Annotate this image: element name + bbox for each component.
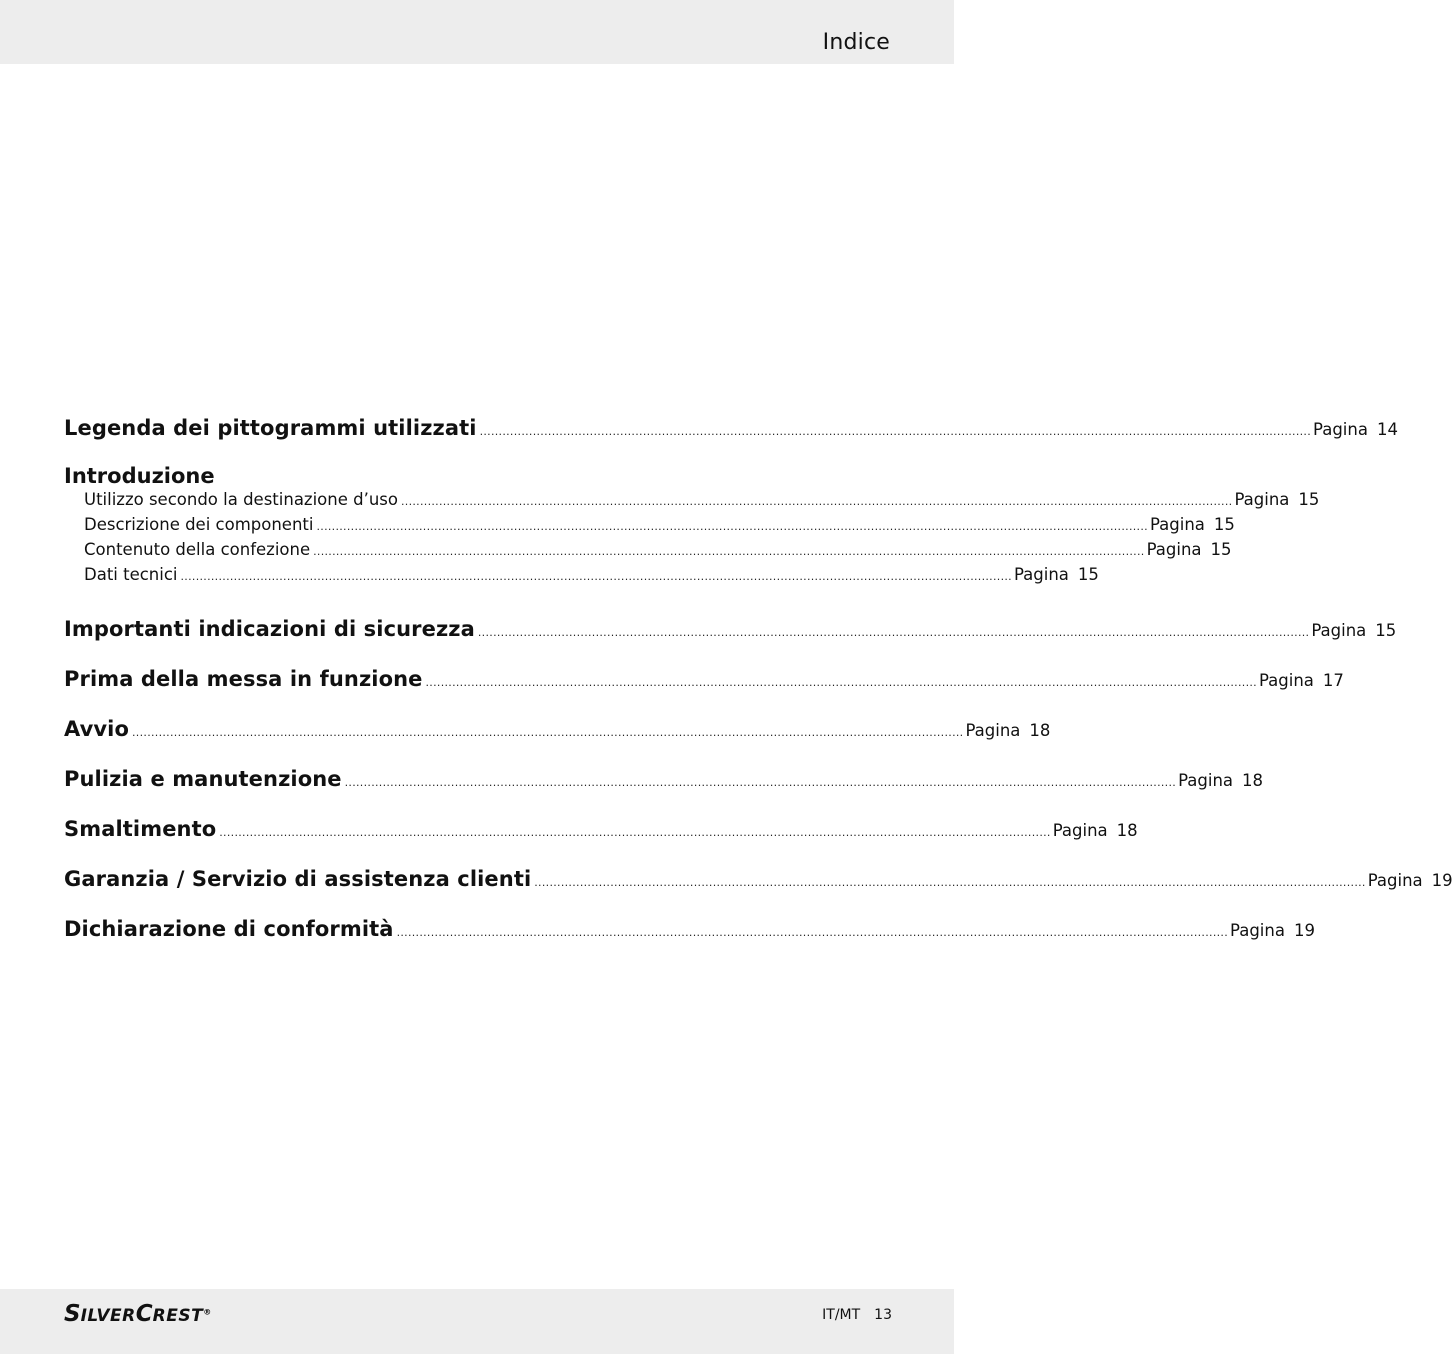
toc-entry[interactable] xyxy=(64,715,1051,765)
toc-leader-dots: ........................................................................................................................................................................................................................... xyxy=(313,545,1145,558)
toc-entry[interactable] xyxy=(64,414,1398,464)
registered-mark: ® xyxy=(203,1307,212,1317)
toc-page-ref xyxy=(1259,671,1344,690)
toc-leader-dots: ........................................................................................................................................................................................................................... xyxy=(344,776,1177,789)
toc-entry[interactable] xyxy=(64,765,1264,815)
toc-page-ref xyxy=(965,721,1050,740)
toc-page-ref xyxy=(1178,771,1263,790)
toc-page-ref xyxy=(1313,420,1398,439)
page-number: 18 xyxy=(1029,721,1051,740)
page-number: 18 xyxy=(1242,771,1264,790)
toc-page-ref xyxy=(1311,621,1396,640)
toc-entry-label: Dichiarazione di conformità xyxy=(64,917,394,941)
page-word: Pagina xyxy=(1013,565,1069,584)
toc-page-ref xyxy=(1368,871,1453,890)
page-word: Pagina xyxy=(965,721,1021,740)
toc-leader-dots: ........................................................................................................................................................................................................................... xyxy=(219,826,1051,839)
toc-entry-label: Prima della messa in funzione xyxy=(64,667,423,691)
page-word: Pagina xyxy=(1367,871,1423,890)
toc-entry-label: Pulizia e manutenzione xyxy=(64,767,342,791)
toc-sub-entry[interactable] xyxy=(64,565,1099,590)
toc-entry-label: Legenda dei pittogrammi utilizzati xyxy=(64,416,477,440)
toc-leader-dots: ........................................................................................................................................................................................................................... xyxy=(534,876,1366,889)
toc-sub-entry-label: Descrizione dei componenti xyxy=(84,515,314,534)
toc-leader-dots: ........................................................................................................................................................................................................................... xyxy=(396,926,1229,939)
logo-letter: C xyxy=(135,1301,153,1327)
toc-entry-label: Garanzia / Servizio di assistenza clienti xyxy=(64,867,532,891)
page-number: 18 xyxy=(1116,821,1138,840)
toc-page-ref xyxy=(1150,515,1235,534)
toc-sub-entry-label: Utilizzo secondo la destinazione d’uso xyxy=(84,490,398,509)
brand-logo xyxy=(64,1301,211,1327)
page-number: 19 xyxy=(1293,921,1315,940)
toc-page-ref xyxy=(1147,540,1232,559)
page-word: Pagina xyxy=(1146,540,1202,559)
table-of-contents xyxy=(64,414,1453,965)
page-word: Pagina xyxy=(1311,621,1367,640)
page-number: 15 xyxy=(1375,621,1397,640)
toc-leader-dots: ........................................................................................................................................................................................................................... xyxy=(425,676,1257,689)
toc-entry[interactable] xyxy=(64,615,1397,665)
page-number: 15 xyxy=(1077,565,1099,584)
toc-page-ref xyxy=(1234,490,1319,509)
toc-leader-dots: ........................................................................................................................................................................................................................... xyxy=(316,520,1148,533)
page-word: Pagina xyxy=(1313,420,1368,439)
page-word: Pagina xyxy=(1230,921,1285,940)
page-number: 15 xyxy=(1298,490,1320,509)
footer-page-number: 13 xyxy=(874,1307,892,1323)
page-title: Indice xyxy=(822,30,890,55)
page-word: Pagina xyxy=(1052,821,1108,840)
toc-sub-entries xyxy=(64,490,1320,590)
toc-entry[interactable] xyxy=(64,815,1138,865)
page-word: Pagina xyxy=(1258,671,1314,690)
page-number: 17 xyxy=(1322,671,1344,690)
logo-letters: ILVER xyxy=(80,1306,136,1326)
toc-sub-entry[interactable] xyxy=(64,540,1232,565)
toc-sub-entry-label: Contenuto della confezione xyxy=(84,540,311,559)
page-word: Pagina xyxy=(1178,771,1234,790)
toc-entry[interactable] xyxy=(64,865,1453,915)
toc-page-ref xyxy=(1053,821,1138,840)
toc-section-heading xyxy=(64,464,890,490)
toc-entry-label: Smaltimento xyxy=(64,817,217,841)
toc-sub-entry[interactable] xyxy=(64,515,1235,540)
page-word: Pagina xyxy=(1149,515,1205,534)
toc-sub-entry-label: Dati tecnici xyxy=(84,565,178,584)
page-number: 15 xyxy=(1213,515,1235,534)
toc-page-ref xyxy=(1230,921,1315,940)
toc-entry[interactable] xyxy=(64,665,1344,715)
toc-entry-label: Avvio xyxy=(64,717,130,741)
toc-leader-dots: ........................................................................................................................................................................................................................... xyxy=(479,425,1312,438)
locale-code: IT/MT xyxy=(822,1307,861,1323)
footer-page-info xyxy=(822,1307,892,1323)
toc-leader-dots: ........................................................................................................................................................................................................................... xyxy=(180,570,1012,583)
toc-entry[interactable] xyxy=(64,915,1315,965)
page-word: Pagina xyxy=(1234,490,1290,509)
page-number: 19 xyxy=(1431,871,1453,890)
toc-leader-dots: ........................................................................................................................................................................................................................... xyxy=(132,726,964,739)
toc-leader-dots: ........................................................................................................................................................................................................................... xyxy=(401,495,1233,508)
logo-letters: REST xyxy=(152,1306,204,1326)
toc-leader-dots: ........................................................................................................................................................................................................................... xyxy=(477,626,1310,639)
toc-entry-label: Introduzione xyxy=(64,464,215,488)
toc-sub-entry[interactable] xyxy=(64,490,1320,515)
page-header xyxy=(0,0,954,64)
toc-page-ref xyxy=(1014,565,1099,584)
toc-entry-label: Importanti indicazioni di sicurezza xyxy=(64,617,475,641)
page-number: 14 xyxy=(1376,420,1398,439)
page-number: 15 xyxy=(1210,540,1232,559)
page-footer xyxy=(0,1289,954,1354)
logo-letter: S xyxy=(64,1301,81,1327)
